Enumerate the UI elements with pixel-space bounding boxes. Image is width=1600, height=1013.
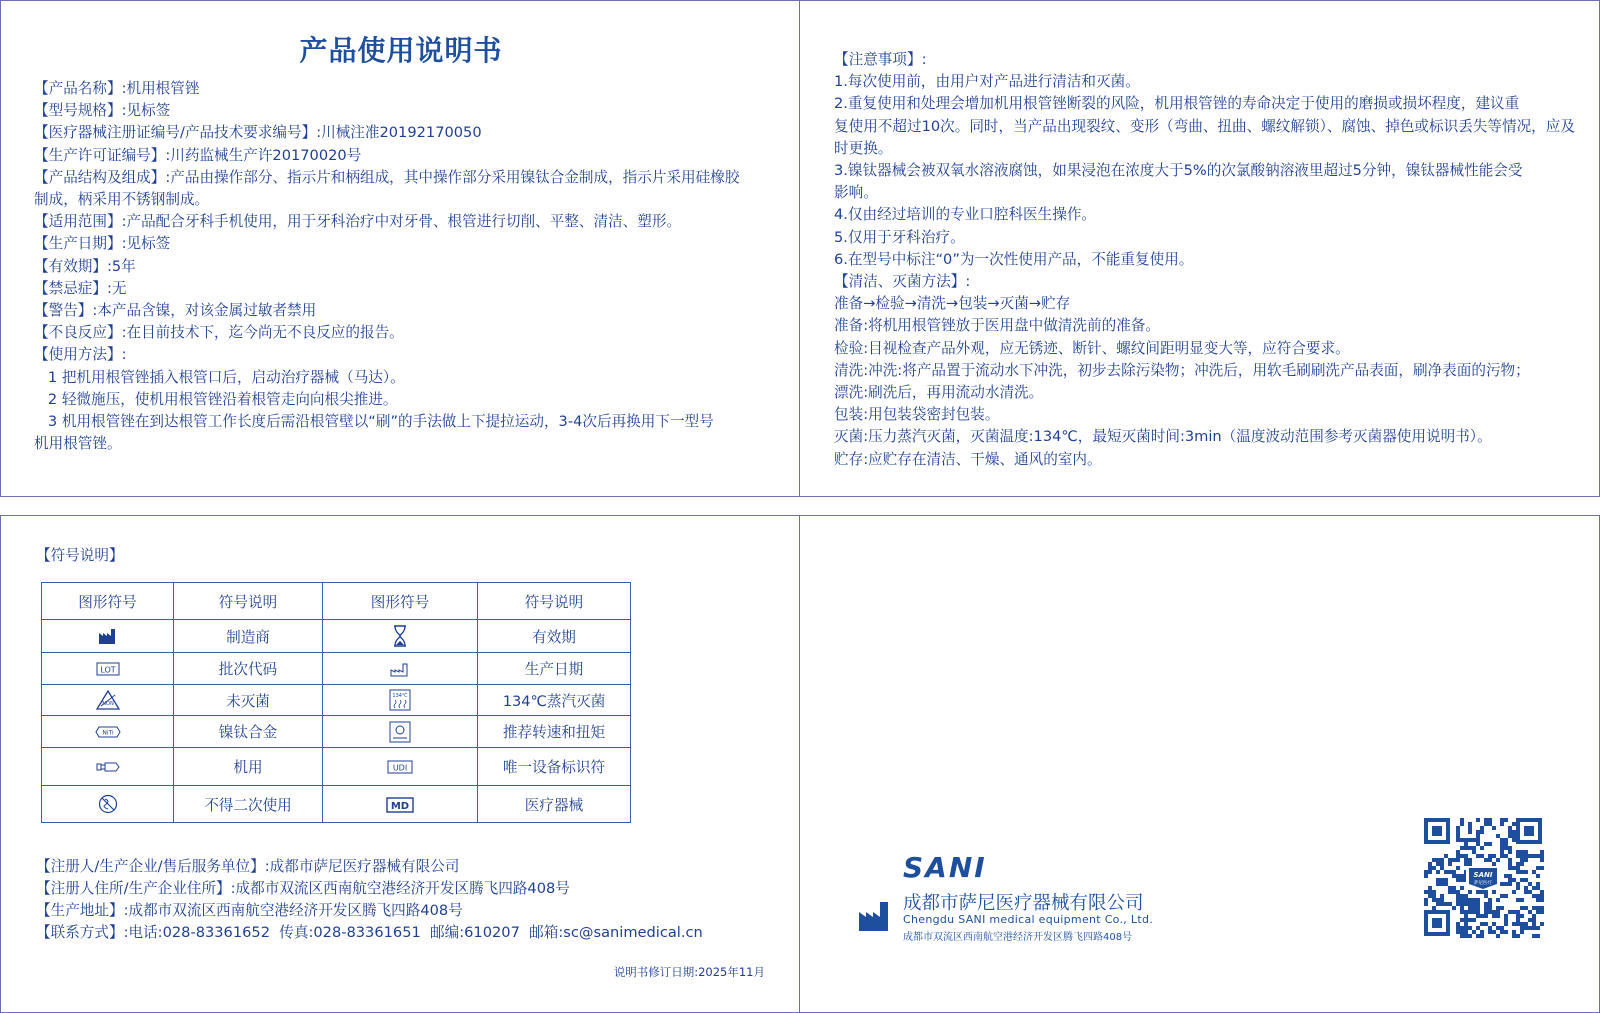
- company-address: 成都市双流区西南航空港经济开发区腾飞四路408号: [903, 932, 1133, 943]
- manual-line: 2 轻微施压，使机用根管锉沿着根管走向向根尖推进。: [34, 390, 398, 408]
- single-use-icon: [42, 786, 174, 823]
- symbol-label: 医疗器械: [478, 786, 631, 823]
- udi-icon: [323, 748, 478, 786]
- manual-title: 产品使用说明书: [299, 34, 503, 67]
- lot-icon-text: LOT: [99, 665, 116, 675]
- symbol-label: 镍钛合金: [174, 716, 323, 748]
- non-sterile-icon-text: NON: [101, 701, 114, 707]
- manual-line: 【警告】:本产品含镍，对该金属过敏者禁用: [34, 302, 317, 320]
- company-name-en: Chengdu SANI medical equipment Co., Ltd.: [903, 913, 1154, 926]
- manual-line: 【不良反应】:在目前技术下，迄今尚无不良反应的报告。: [34, 324, 404, 342]
- qr-code[interactable]: [1422, 816, 1544, 938]
- notes-line: 检验:目视检查产品外观，应无锈迹、断针、螺纹间距明显变大等，应符合要求。: [834, 339, 1350, 357]
- notes-lines: [834, 49, 1589, 471]
- manual-line: 【医疗器械注册证编号/产品技术要求编号】:川械注准20192170050: [34, 124, 482, 142]
- udi-icon-text: UDI: [392, 763, 408, 773]
- notes-line: 4.仅由经过培训的专业口腔科医生操作。: [834, 206, 1097, 224]
- symbol-label: 批次代码: [174, 653, 323, 685]
- notes-line: 复使用不超过10次。同时，当产品出现裂纹、变形（弯曲、扭曲、螺纹解锁）、腐蚀、掉色或标识丢失等情况，应及: [834, 117, 1575, 135]
- qr-badge-subtext: 萨尼医疗: [1474, 881, 1492, 886]
- notes-line: 【注意事项】:: [834, 51, 927, 68]
- contact-line: 【注册人住所/生产企业住所】:成都市双流区西南航空港经济开发区腾飞四路408号: [36, 880, 570, 897]
- sani-logo: SANI: [903, 851, 987, 884]
- notes-panel: [799, 0, 1600, 497]
- symbol-label: 未灭菌: [174, 685, 323, 716]
- manual-line: 【禁忌症】:无: [34, 279, 127, 297]
- table-row: [42, 653, 631, 685]
- symbol-label: 唯一设备标识符: [478, 748, 631, 786]
- notes-line: 准备→检验→清洗→包装→灭菌→贮存: [834, 295, 1071, 313]
- speed-torque-icon: [323, 716, 478, 748]
- symbol-label: 有效期: [478, 620, 631, 653]
- contact-info: [36, 856, 703, 944]
- notes-line: 灭菌:压力蒸汽灭菌，灭菌温度:134℃，最短灭菌时间:3min（温度波动范围参考灭菌器使用说明书）。: [834, 428, 1492, 446]
- qr-finder-bottom-left: [1424, 910, 1450, 936]
- header-cell: 符号说明: [174, 583, 323, 620]
- notes-line: 贮存:应贮存在清洁、干燥、通风的室内。: [834, 450, 1102, 468]
- md-icon-text: MD: [390, 800, 410, 812]
- notes-line: 时更换。: [834, 139, 893, 157]
- manual-line: 【生产许可证编号】:川药监械生产许20170020号: [34, 146, 362, 164]
- notes-line: 影响。: [834, 184, 878, 202]
- notes-line: 【清洁、灭菌方法】:: [834, 273, 971, 291]
- niti-icon: [42, 716, 174, 748]
- symbols-header-row: [42, 583, 631, 620]
- contact-line: 【注册人/生产企业/售后服务单位】:成都市萨尼医疗器械有限公司: [36, 858, 460, 875]
- notes-line: 包装:用包装袋密封包装。: [834, 406, 1000, 424]
- notes-line: 1.每次使用前，由用户对产品进行清洁和灭菌。: [834, 73, 1140, 91]
- symbol-label: 生产日期: [478, 653, 631, 685]
- niti-icon-text: NiTi: [101, 729, 114, 737]
- notes-line: 漂洗:刷洗后，再用流动水清洗。: [834, 384, 1044, 402]
- symbol-label: 推荐转速和扭矩: [478, 716, 631, 748]
- table-row: [42, 716, 631, 748]
- hourglass-icon: [323, 620, 478, 653]
- manual-line: 【适用范围】:产品配合牙科手机使用，用于牙科治疗中对牙骨、根管进行切削、平整、清洁、塑形。: [34, 213, 682, 231]
- qr-badge-text: SANI: [1473, 871, 1493, 879]
- symbol-label: 不得二次使用: [174, 786, 323, 823]
- header-cell: 图形符号: [323, 583, 478, 620]
- qr-finder-top-left: [1424, 818, 1450, 844]
- symbols-panel: [0, 515, 800, 1013]
- contact-line: 【联系方式】:电话:028-83361652 传真:028-83361651 邮编:610207 邮箱:sc@sanimedical.cn: [36, 924, 703, 941]
- table-row: [42, 620, 631, 653]
- manual-line: 【生产日期】:见标签: [34, 235, 171, 253]
- manual-line: 【使用方法】:: [34, 346, 127, 364]
- symbol-label: 制造商: [174, 620, 323, 653]
- manufacture-date-icon: [323, 653, 478, 685]
- notes-line: 3.镍钛器械会被双氧水溶液腐蚀，如果浸泡在浓度大于5%的次氯酸钠溶液里超过5分钟，镍钛器械性能会受: [834, 162, 1523, 180]
- lot-icon: [42, 653, 174, 685]
- non-sterile-icon: [42, 685, 174, 716]
- notes-line: 6.在型号中标注“0”为一次性使用产品，不能重复使用。: [834, 250, 1194, 268]
- notes-line: 清洗:冲洗:将产品置于流动水下冲洗，初步去除污染物；冲洗后，用软毛刷刷洗产品表面，刷净表面的污物；: [834, 361, 1530, 379]
- steam-sterilize-icon: [323, 685, 478, 716]
- table-row: [42, 786, 631, 823]
- manufacturer-icon: [42, 620, 174, 653]
- symbols-table: [41, 582, 631, 823]
- header-cell: 符号说明: [478, 583, 631, 620]
- table-row: [42, 748, 631, 786]
- steam-icon-text: 134℃: [392, 693, 408, 699]
- revision-date: 说明书修订日期:2025年11月: [613, 965, 765, 979]
- symbol-label: 机用: [174, 748, 323, 786]
- symbol-label: 134℃蒸汽灭菌: [478, 685, 631, 716]
- notes-line: 2.重复使用和处理会增加机用根管锉断裂的风险，机用根管锉的寿命决定于使用的磨损或损坏程度，建议重: [834, 95, 1520, 113]
- manual-panel: [0, 0, 800, 497]
- manual-line: 3 机用根管锉在到达根管工作长度后需沿根管壁以“刷”的手法做上下提拉运动，3-4次后再换用下一型号: [34, 413, 714, 431]
- manual-line: 【型号规格】:见标签: [34, 102, 171, 120]
- manufacturer-icon: [858, 898, 892, 932]
- brand-panel: [799, 515, 1600, 1013]
- manual-line: 制成，柄采用不锈钢制成。: [34, 191, 210, 209]
- manual-line: 【有效期】:5年: [34, 257, 136, 275]
- notes-line: 准备:将机用根管锉放于医用盘中做清洗前的准备。: [834, 317, 1160, 335]
- symbols-heading: 【符号说明】: [36, 547, 124, 564]
- manual-lines: [34, 78, 779, 455]
- manual-line: 机用根管锉。: [34, 435, 122, 453]
- machine-use-icon: [42, 748, 174, 786]
- manual-line: 【产品名称】:机用根管锉: [34, 80, 200, 97]
- manual-line: 【产品结构及组成】:产品由操作部分、指示片和柄组成，其中操作部分采用镍钛合金制成，指示片采用硅橡胶: [34, 168, 740, 186]
- table-row: [42, 685, 631, 716]
- contact-line: 【生产地址】:成都市双流区西南航空港经济开发区腾飞四路408号: [36, 902, 463, 919]
- qr-center-badge: [1466, 866, 1500, 890]
- header-cell: 图形符号: [42, 583, 174, 620]
- md-icon: [323, 786, 478, 823]
- manual-line: 1 把机用根管锉插入根管口后，启动治疗器械（马达）。: [34, 368, 405, 386]
- company-name-cn: 成都市萨尼医疗器械有限公司: [903, 893, 1144, 914]
- qr-finder-top-right: [1516, 818, 1542, 844]
- notes-line: 5.仅用于牙科治疗。: [834, 228, 965, 246]
